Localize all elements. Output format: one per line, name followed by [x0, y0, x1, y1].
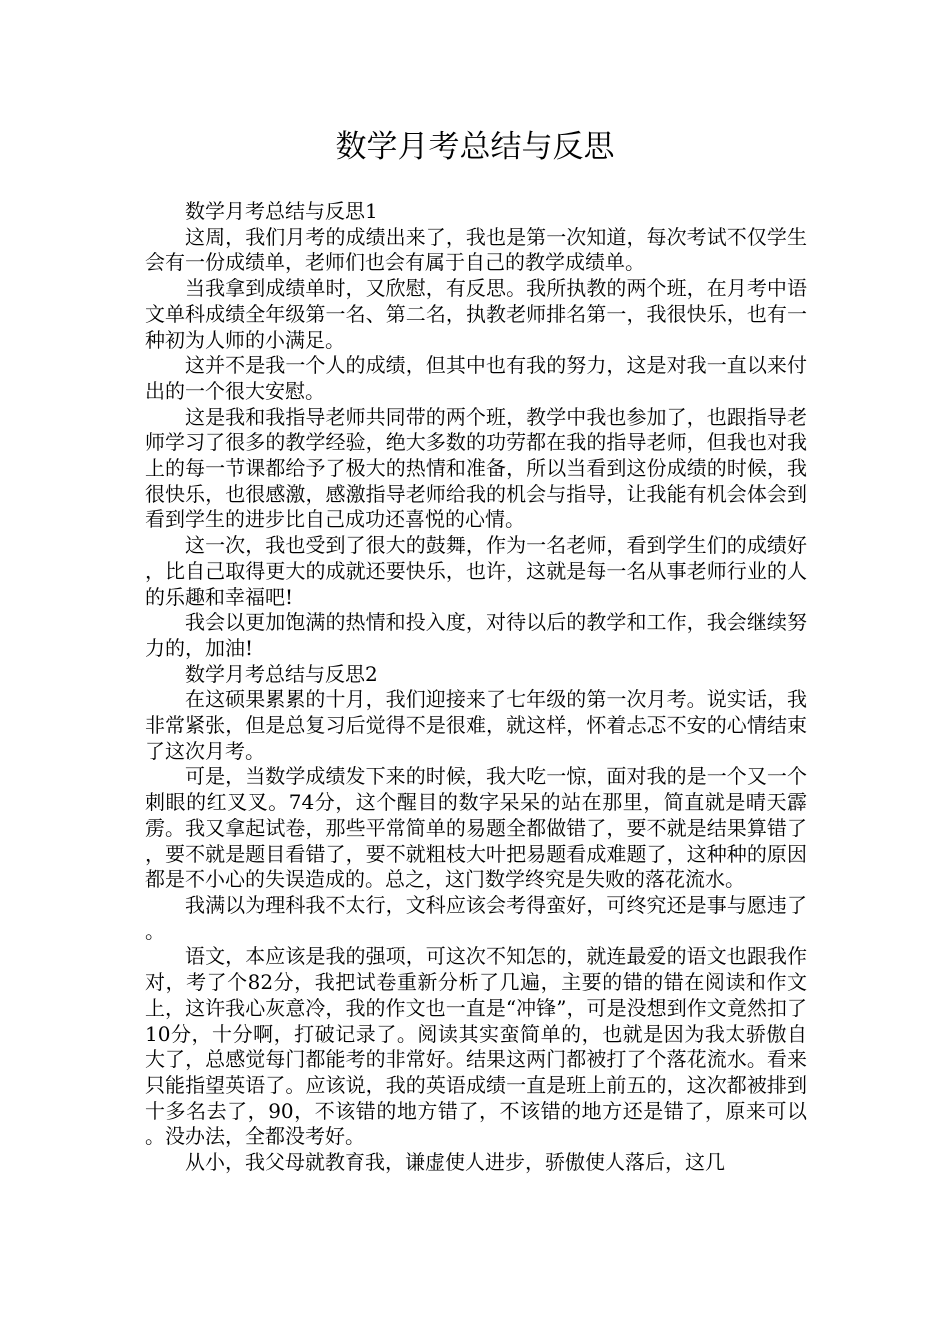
paragraph: 这并不是我一个人的成绩，但其中也有我的努力，这是对我一直以来付出的一个很大安慰。 [145, 353, 807, 403]
paragraph: 语文，本应该是我的强项，可这次不知怎的，就连最爱的语文也跟我作对，考了个82分，我把试卷重新分析了几遍，主要的错的错在阅读和作文上，这许我心灰意冷，我的作文也一直是“冲锋”，可是没想到作文竟然扣了10分，十分啊，打破记录了。阅读其实蛮简单的，也就是因为我太骄傲自大了，总感觉每门都能考的非常好。结果这两门都被打了个落花流水。看来只能指望英语了。应该说，我的英语成绩一直是班上前五的，这次都被排到十多名去了，90，不该错的地方错了，不该错的地方还是错了，原来可以。没办法，全都没考好。 [145, 944, 807, 1149]
paragraph: 我会以更加饱满的热情和投入度，对待以后的教学和工作，我会继续努力的，加油! [145, 610, 807, 660]
document-title: 数学月考总结与反思 [335, 129, 615, 165]
paragraph: 从小，我父母就教育我，谦虚使人进步，骄傲使人落后，这几 [185, 1150, 725, 1175]
document-body [145, 199, 807, 1176]
paragraph: 在这硕果累累的十月，我们迎接来了七年级的第一次月考。说实话，我非常紧张，但是总复习后觉得不是很难，就这样，怀着忐忑不安的心情结束了这次月考。 [145, 687, 807, 763]
paragraph: 可是，当数学成绩发下来的时候，我大吃一惊，面对我的是一个又一个刺眼的红叉叉。74分，这个醒目的数字呆呆的站在那里，简直就是晴天霹雳。我又拿起试卷，那些平常简单的易题全都做错了，要不就是结果算错了，要不就是题目看错了，要不就粗枝大叶把易题看成难题了，这种种的原因都是不小心的失误造成的。总之，这门数学终究是失败的落花流水。 [145, 764, 807, 892]
section-heading-2: 数学月考总结与反思2 [185, 661, 378, 686]
paragraph: 这周，我们月考的成绩出来了，我也是第一次知道，每次考试不仅学生会有一份成绩单，老师们也会有属于自己的教学成绩单。 [145, 224, 807, 275]
paragraph: 我满以为理科我不太行，文科应该会考得蛮好，可终究还是事与愿违了。 [145, 892, 807, 943]
paragraph: 这一次，我也受到了很大的鼓舞，作为一名老师，看到学生们的成绩好，比自己取得更大的成就还要快乐，也许，这就是每一名从事老师行业的人的乐趣和幸福吧! [145, 533, 807, 609]
section-heading-1: 数学月考总结与反思1 [185, 199, 378, 223]
paragraph: 这是我和我指导老师共同带的两个班，教学中我也参加了，也跟指导老师学习了很多的教学经验，绝大多数的功劳都在我的指导老师，但我也对我上的每一节课都给予了极大的热情和准备，所以当看到这份成绩的时候，我很快乐，也很感激，感激指导老师给我的机会与指导，让我能有机会体会到看到学生的进步比自己成功还喜悦的心情。 [145, 404, 807, 532]
paragraph: 当我拿到成绩单时，又欣慰，有反思。我所执教的两个班，在月考中语文单科成绩全年级第一名、第二名，执教老师排名第一，我很快乐，也有一种初为人师的小满足。 [145, 276, 807, 352]
